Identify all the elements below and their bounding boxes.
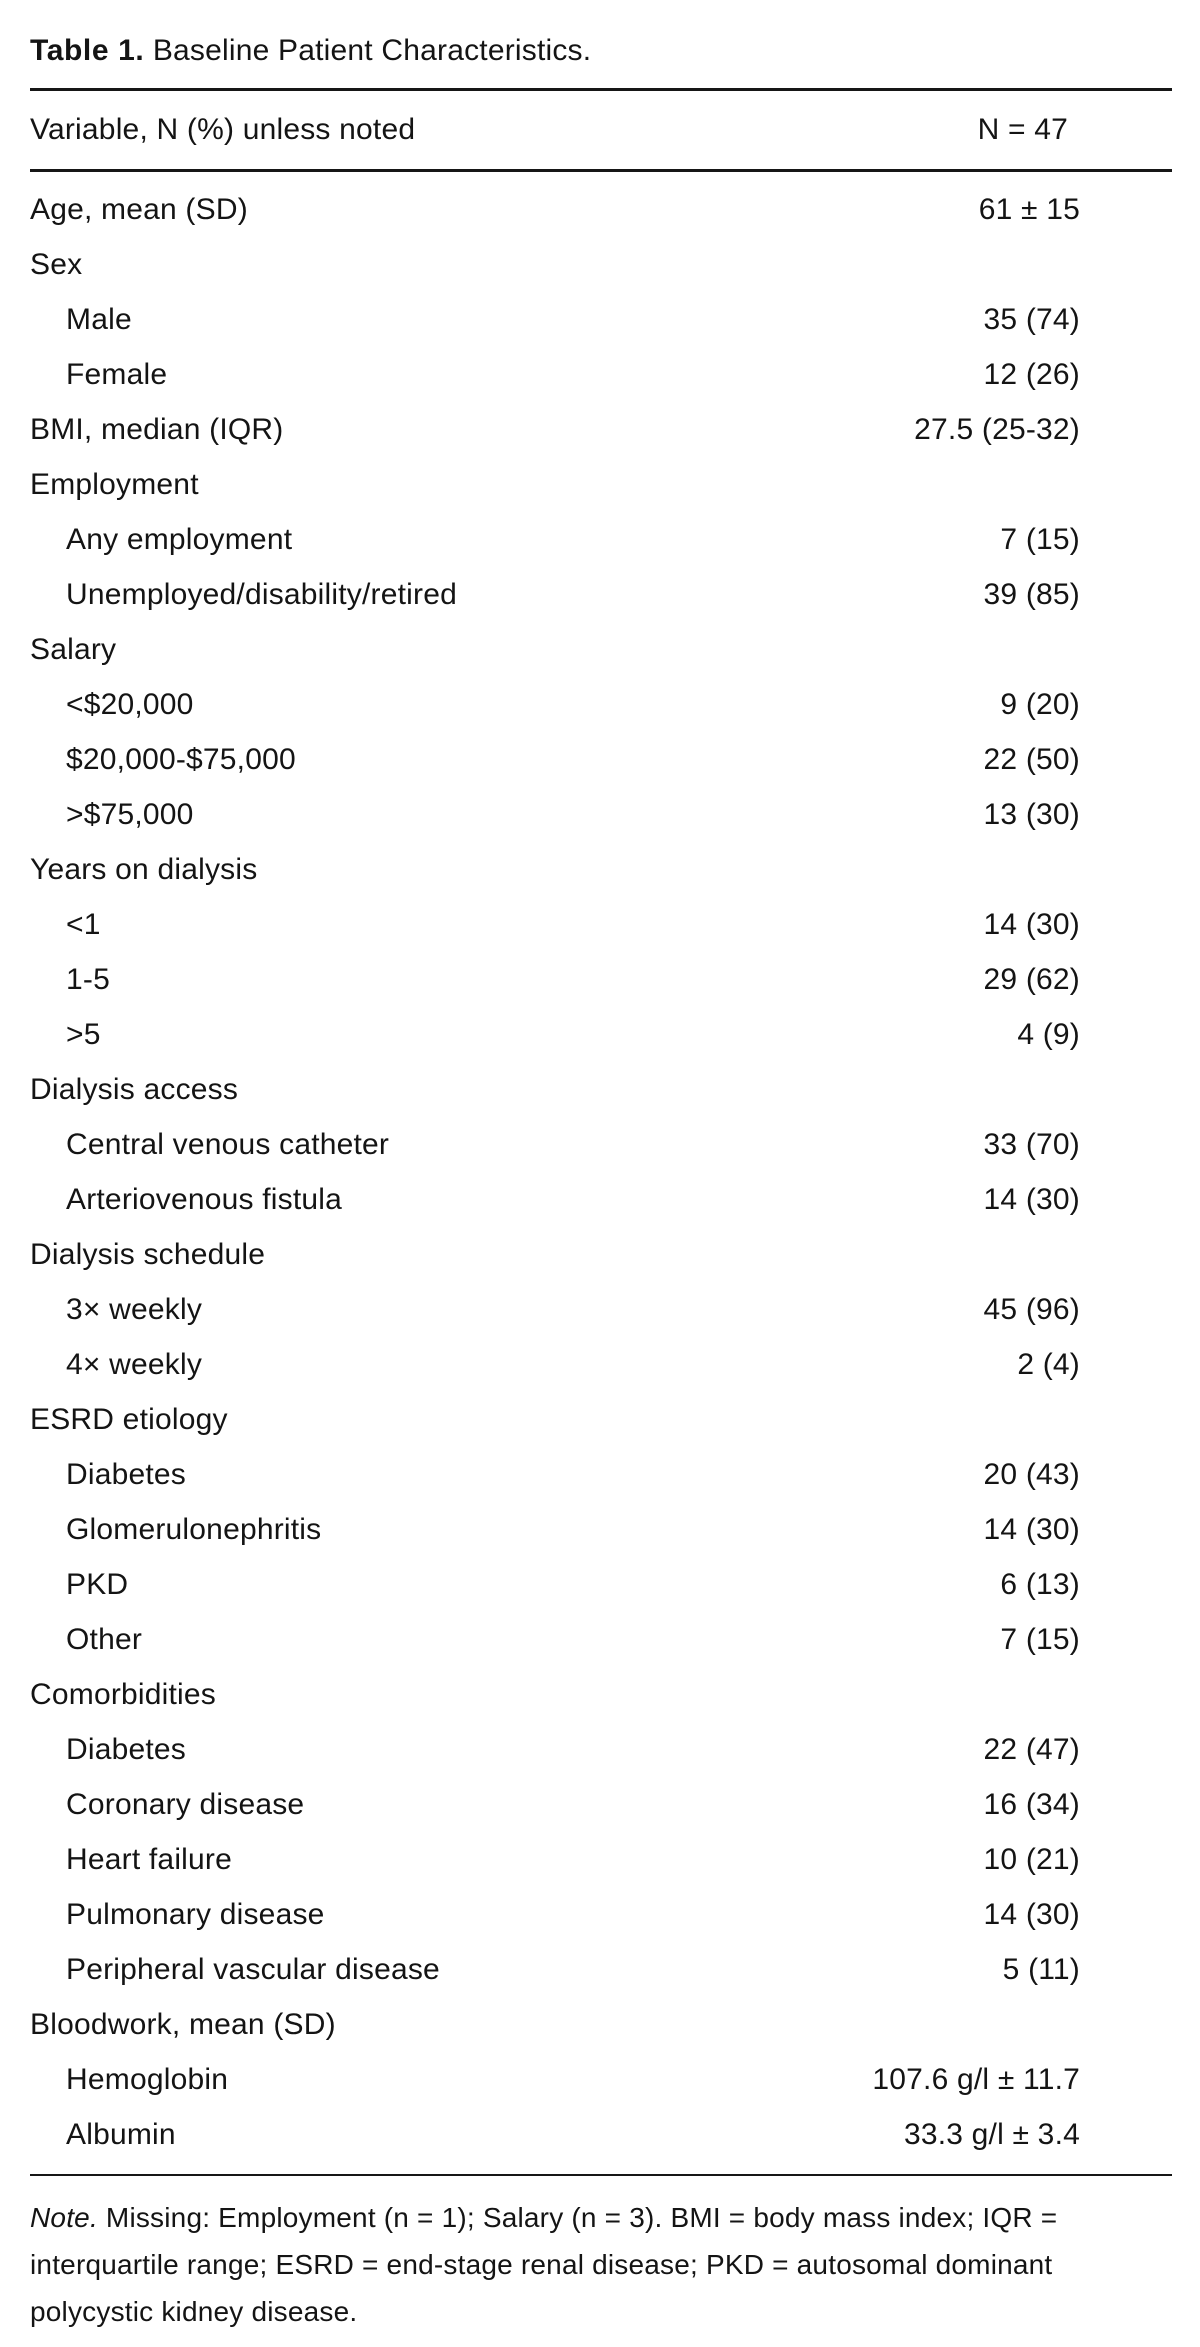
row-label: 4× weekly bbox=[66, 1347, 203, 1381]
row-value: 12 (26) bbox=[983, 357, 1080, 391]
row-label: Dialysis access bbox=[30, 1072, 239, 1106]
table-row bbox=[30, 787, 1172, 842]
table-row bbox=[30, 1172, 1172, 1227]
row-label: Years on dialysis bbox=[30, 852, 258, 886]
table-row bbox=[30, 2052, 1172, 2107]
row-value: 14 (30) bbox=[983, 1897, 1080, 1931]
table-row bbox=[30, 897, 1172, 952]
row-label: PKD bbox=[66, 1567, 129, 1601]
header-value-label: N = 47 bbox=[977, 113, 1068, 146]
row-label: 3× weekly bbox=[66, 1292, 203, 1326]
row-value: 14 (30) bbox=[983, 1182, 1080, 1216]
row-label: Sex bbox=[30, 247, 83, 281]
row-label: BMI, median (IQR) bbox=[30, 412, 284, 446]
row-label: Any employment bbox=[66, 522, 293, 556]
row-label: Pulmonary disease bbox=[66, 1897, 325, 1931]
table-row bbox=[30, 677, 1172, 732]
table-row bbox=[30, 347, 1172, 402]
table-row bbox=[30, 182, 1172, 237]
row-label: >5 bbox=[66, 1017, 101, 1051]
table-row bbox=[30, 1667, 1172, 1722]
row-value: 22 (47) bbox=[983, 1732, 1080, 1766]
row-value: 6 (13) bbox=[1000, 1567, 1080, 1601]
header-variable-label: Variable, N (%) unless noted bbox=[30, 113, 416, 146]
row-value: 39 (85) bbox=[983, 577, 1080, 611]
table-row bbox=[30, 1392, 1172, 1447]
table-row bbox=[30, 1997, 1172, 2052]
row-label: <$20,000 bbox=[66, 687, 194, 721]
row-value: 2 (4) bbox=[1017, 1347, 1080, 1381]
table-row bbox=[30, 567, 1172, 622]
table-row bbox=[30, 1117, 1172, 1172]
row-label: Coronary disease bbox=[66, 1787, 305, 1821]
row-value: 16 (34) bbox=[983, 1787, 1080, 1821]
row-value: 5 (11) bbox=[1002, 1952, 1080, 1986]
table-row bbox=[30, 237, 1172, 292]
row-value: 4 (9) bbox=[1017, 1017, 1080, 1051]
row-label: Albumin bbox=[66, 2117, 176, 2151]
row-label: Diabetes bbox=[66, 1732, 187, 1766]
table-row bbox=[30, 1447, 1172, 1502]
row-value: 14 (30) bbox=[983, 907, 1080, 941]
row-value: 29 (62) bbox=[983, 962, 1080, 996]
row-label: <1 bbox=[66, 907, 101, 941]
row-value: 33 (70) bbox=[983, 1127, 1080, 1161]
row-value: 107.6 g/l ± 11.7 bbox=[872, 2062, 1080, 2096]
table-row bbox=[30, 1007, 1172, 1062]
row-value: 20 (43) bbox=[983, 1457, 1080, 1491]
row-label: Glomerulonephritis bbox=[66, 1512, 322, 1546]
row-label: Hemoglobin bbox=[66, 2062, 229, 2096]
table-title-text: Baseline Patient Characteristics. bbox=[144, 34, 592, 67]
row-value: 13 (30) bbox=[983, 797, 1080, 831]
table-title-label: Table 1. bbox=[30, 34, 145, 67]
row-label: Diabetes bbox=[66, 1457, 187, 1491]
table-row bbox=[30, 1612, 1172, 1667]
row-label: ESRD etiology bbox=[30, 1402, 228, 1436]
row-label: Employment bbox=[30, 467, 199, 501]
table-row bbox=[30, 842, 1172, 897]
row-label: $20,000-$75,000 bbox=[66, 742, 296, 776]
row-label: 1-5 bbox=[66, 962, 110, 996]
table-row bbox=[30, 622, 1172, 677]
row-value: 35 (74) bbox=[983, 302, 1080, 336]
note-label: Note. bbox=[30, 2202, 98, 2233]
row-label: Central venous catheter bbox=[66, 1127, 390, 1161]
table-row bbox=[30, 1722, 1172, 1777]
table-row bbox=[30, 1337, 1172, 1392]
note-text: Missing: Employment (n = 1); Salary (n = 3). BMI = body mass index; IQR = interquartile range; ESRD = end-stage renal disease; PKD = autosomal dominant polycystic kidney disease. bbox=[30, 2202, 1058, 2327]
row-value: 14 (30) bbox=[983, 1512, 1080, 1546]
table-row bbox=[30, 1062, 1172, 1117]
row-value: 22 (50) bbox=[983, 742, 1080, 776]
row-label: Female bbox=[66, 357, 168, 391]
row-label: Age, mean (SD) bbox=[30, 192, 248, 226]
row-label: Other bbox=[66, 1622, 143, 1656]
table-row bbox=[30, 732, 1172, 787]
table-row bbox=[30, 1502, 1172, 1557]
table-row bbox=[30, 1227, 1172, 1282]
row-value: 7 (15) bbox=[1000, 522, 1080, 556]
row-label: Comorbidities bbox=[30, 1677, 216, 1711]
table-row bbox=[30, 952, 1172, 1007]
row-value: 61 ± 15 bbox=[978, 192, 1080, 226]
table-row bbox=[30, 1887, 1172, 1942]
row-label: Peripheral vascular disease bbox=[66, 1952, 440, 1986]
table-row bbox=[30, 1557, 1172, 1612]
table-row bbox=[30, 1942, 1172, 1997]
table-header-row bbox=[30, 91, 1172, 169]
table-title bbox=[30, 24, 1172, 72]
table-row bbox=[30, 512, 1172, 567]
row-label: Arteriovenous fistula bbox=[66, 1182, 343, 1216]
table-row bbox=[30, 457, 1172, 512]
row-label: Dialysis schedule bbox=[30, 1237, 266, 1271]
row-value: 9 (20) bbox=[1000, 687, 1080, 721]
table-row bbox=[30, 402, 1172, 457]
row-label: Unemployed/disability/retired bbox=[66, 577, 457, 611]
table-note bbox=[30, 2176, 1172, 2335]
row-value: 7 (15) bbox=[1000, 1622, 1080, 1656]
row-value: 27.5 (25-32) bbox=[914, 412, 1080, 446]
row-value: 10 (21) bbox=[983, 1842, 1080, 1876]
row-label: >$75,000 bbox=[66, 797, 194, 831]
row-label: Heart failure bbox=[66, 1842, 233, 1876]
table-row bbox=[30, 1777, 1172, 1832]
row-value: 33.3 g/l ± 3.4 bbox=[903, 2117, 1080, 2151]
row-label: Bloodwork, mean (SD) bbox=[30, 2007, 336, 2041]
table-body bbox=[30, 172, 1172, 2174]
table-row bbox=[30, 1832, 1172, 1887]
row-label: Salary bbox=[30, 632, 117, 666]
row-value: 45 (96) bbox=[983, 1292, 1080, 1326]
table-row bbox=[30, 292, 1172, 347]
row-label: Male bbox=[66, 302, 132, 336]
table-row bbox=[30, 1282, 1172, 1337]
table-row bbox=[30, 2107, 1172, 2162]
